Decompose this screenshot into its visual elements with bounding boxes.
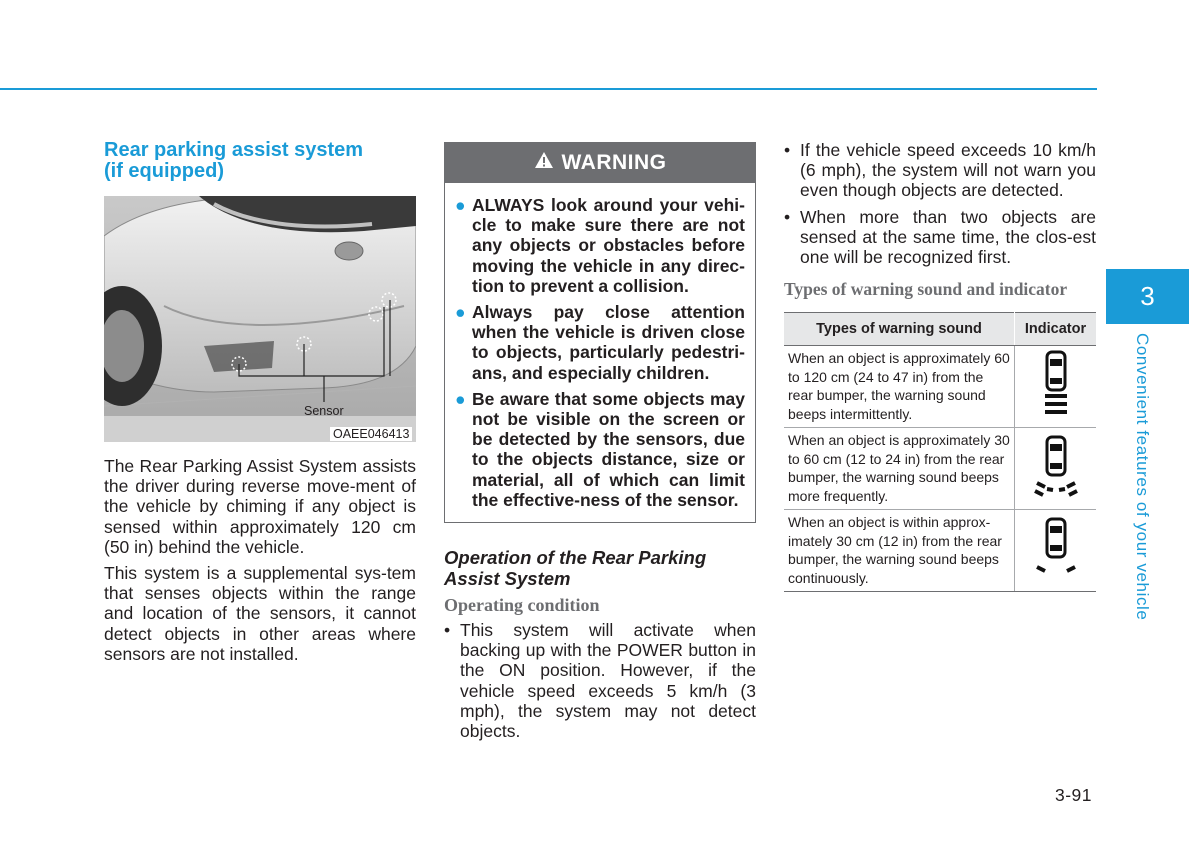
operation-bullet bbox=[444, 620, 756, 741]
warning-header bbox=[445, 143, 755, 183]
operation-subtitle: Operating condition bbox=[444, 595, 600, 616]
table-cell-text: When an object is within approx-imately 30 cm (12 in) from the rear bumper, the warning sound beeps continuously. bbox=[784, 510, 1015, 592]
figure-code: OAEE046413 bbox=[330, 427, 412, 441]
bullet-icon: • bbox=[784, 206, 791, 227]
operation-bullet-text: When more than two objects are sensed at the same time, the clos-est one will be recognized first. bbox=[800, 206, 1096, 268]
operation-bullets bbox=[444, 620, 756, 741]
warning-box bbox=[444, 142, 756, 523]
warning-title: WARNING bbox=[561, 151, 667, 174]
intro-paragraph: This system is a supplemental sys-tem that senses objects within the range and location of the sensors, it cannot detect objects in other areas where sensors are not installed. bbox=[104, 563, 416, 664]
warning-item-text: Always pay close attention when the vehicle is driven close to objects, particularly pedestri-ans, and especially children. bbox=[472, 302, 745, 383]
table-header-cell: Types of warning sound bbox=[784, 313, 1015, 346]
operation-bullet bbox=[784, 207, 1096, 268]
operation-bullet bbox=[784, 140, 1096, 201]
table-row bbox=[784, 510, 1096, 592]
table-row bbox=[784, 428, 1096, 510]
table-title: Types of warning sound and indicator bbox=[784, 279, 1068, 300]
table-cell-text: When an object is approximately 30 to 60 cm (12 to 24 in) from the rear bumper, the warning sound beeps more frequently. bbox=[784, 428, 1015, 510]
intro-text bbox=[104, 456, 416, 664]
bullet-icon: • bbox=[784, 140, 791, 160]
warning-item bbox=[455, 195, 745, 296]
intro-paragraph: The Rear Parking Assist System assists the driver during reverse move-ment of the vehicle by chiming if any object is sensed within approximately 120 cm (50 in) behind the vehicle. bbox=[104, 456, 416, 557]
warning-triangle-icon bbox=[534, 151, 554, 175]
chapter-number-tab: 3 bbox=[1106, 269, 1189, 324]
table-header-row bbox=[784, 313, 1096, 346]
chapter-title: Convenient features of your vehicle bbox=[1133, 333, 1152, 621]
operation-title: Operation of the Rear Parking Assist System bbox=[444, 547, 707, 590]
column-middle bbox=[444, 142, 756, 747]
car-rear-illustration bbox=[104, 196, 416, 442]
bullet-icon: ● bbox=[455, 195, 466, 215]
section-title-line2: (if equipped) bbox=[104, 160, 224, 182]
warning-list bbox=[445, 183, 755, 522]
header-rule bbox=[0, 88, 1097, 90]
car-top-view-icon bbox=[1015, 346, 1097, 428]
table-header-cell: Indicator bbox=[1015, 313, 1097, 346]
sensor-label: Sensor bbox=[304, 404, 344, 418]
bullet-icon: • bbox=[444, 620, 451, 641]
warning-item bbox=[455, 302, 745, 383]
table-cell-text: When an object is approximately 60 to 120 cm (24 to 47 in) from the rear bumper, the warning sound beeps intermittently. bbox=[784, 346, 1015, 428]
section-title bbox=[104, 140, 416, 182]
page-number: 3-91 bbox=[1055, 785, 1093, 805]
bullet-icon: ● bbox=[455, 388, 466, 409]
car-top-view-icon bbox=[1015, 510, 1097, 592]
warning-item-text: Be aware that some objects may not be visible on the screen or be detected by the sensors, due to the objects distance, size or material, all of which can limit the effective-ness of the sensor. bbox=[472, 388, 745, 510]
column-right bbox=[784, 140, 1096, 592]
warning-sound-table bbox=[784, 312, 1096, 592]
warning-item-text: ALWAYS look around your vehi-cle to make sure there are not any objects or obstacles before moving the vehicle in any direc-tion to prevent a collision. bbox=[472, 195, 745, 296]
warning-item bbox=[455, 389, 745, 510]
bullet-icon: ● bbox=[455, 302, 466, 323]
car-top-view-icon bbox=[1015, 428, 1097, 510]
section-title-line1: Rear parking assist system bbox=[104, 139, 364, 161]
column-left bbox=[104, 140, 416, 670]
table-row bbox=[784, 346, 1096, 428]
rear-bumper-figure bbox=[104, 196, 416, 442]
operation-bullet-text: If the vehicle speed exceeds 10 km/h (6 mph), the system will not warn you even though objects are detected. bbox=[800, 140, 1096, 201]
operation-bullet-text: This system will activate when backing up with the POWER button in the ON position. However, if the vehicle speed exceeds 5 km/h (3 mph), the system may not detect objects. bbox=[460, 620, 756, 742]
operation-bullets-continued bbox=[784, 140, 1096, 267]
